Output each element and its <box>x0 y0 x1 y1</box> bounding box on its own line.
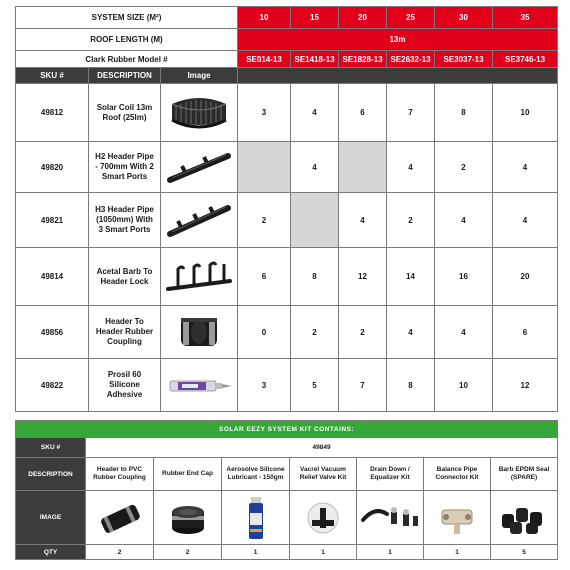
table-row <box>16 84 558 142</box>
quantity-cell: 8 <box>291 248 339 306</box>
barb-lock-icon <box>164 255 234 299</box>
quantity-cell <box>238 142 291 193</box>
system-size-cell: 20 <box>339 7 387 29</box>
system-size-cell: 35 <box>493 7 558 29</box>
quantity-cell: 10 <box>435 359 493 412</box>
header-pipe-3-icon <box>164 198 234 242</box>
description-cell: Header To Header Rubber Coupling <box>89 306 161 359</box>
kit-item-name: Balance Pipe Connector Kit <box>424 458 491 491</box>
kit-item-name: Barb EPDM Seal (SPARE) <box>491 458 558 491</box>
model-cell: SE2632-13 <box>387 51 435 68</box>
kit-item-name: Aerosolve Silicone Lubricant - 150gm <box>222 458 290 491</box>
sku-cell: 49814 <box>16 248 89 306</box>
kit-title: SOLAR EEZY SYSTEM KIT CONTAINS: <box>16 421 558 438</box>
model-cell: SE1828-13 <box>339 51 387 68</box>
image-header: Image <box>161 68 238 84</box>
system-size-cell: 10 <box>238 7 291 29</box>
kit-item-qty: 1 <box>424 545 491 560</box>
end-cap-icon <box>166 498 210 538</box>
kit-contents-table <box>15 420 558 560</box>
solar-coil-icon <box>166 90 232 136</box>
quantity-cell: 5 <box>291 359 339 412</box>
sku-header: SKU # <box>16 68 89 84</box>
model-cell: SE014-13 <box>238 51 291 68</box>
model-cell: SE1418-13 <box>291 51 339 68</box>
quantity-cell: 2 <box>387 193 435 248</box>
system-size-label: SYSTEM SIZE (M²) <box>16 7 238 29</box>
header-pipe-2-icon <box>164 146 234 188</box>
epdm-seal-icon <box>496 498 552 538</box>
kit-item-name: Header to PVC Rubber Coupling <box>86 458 154 491</box>
drain-kit-icon <box>359 498 421 538</box>
quantity-cell: 4 <box>493 142 558 193</box>
table-row <box>16 142 558 193</box>
kit-item-name: Drain Down / Equalizer Kit <box>357 458 424 491</box>
kit-item-qty: 1 <box>222 545 290 560</box>
kit-item-name: Rubber End Cap <box>154 458 222 491</box>
quantity-cell: 2 <box>339 306 387 359</box>
kit-item-qty: 5 <box>491 545 558 560</box>
quantity-cell: 4 <box>435 306 493 359</box>
quantity-cell <box>339 142 387 193</box>
roof-length-value: 13m <box>238 29 558 51</box>
silicone-tube-icon <box>164 365 234 405</box>
kit-sku-value: 49849 <box>86 438 558 458</box>
quantity-cell: 12 <box>493 359 558 412</box>
quantity-cell: 4 <box>291 84 339 142</box>
quantity-cell <box>291 193 339 248</box>
system-size-table <box>15 6 558 412</box>
model-label: Clark Rubber Model # <box>16 51 238 68</box>
quantity-cell: 4 <box>493 193 558 248</box>
kit-item-name: Vacrel Vacuum Relief Valve Kit <box>290 458 357 491</box>
table-row <box>16 248 558 306</box>
quantity-cell: 4 <box>291 142 339 193</box>
description-cell: Acetal Barb To Header Lock <box>89 248 161 306</box>
kit-image-label: IMAGE <box>16 491 86 545</box>
quantity-cell: 4 <box>387 306 435 359</box>
quantity-cell: 4 <box>387 142 435 193</box>
kit-sku-label: SKU # <box>16 438 86 458</box>
sku-cell: 49856 <box>16 306 89 359</box>
quantity-cell: 7 <box>339 359 387 412</box>
sku-cell: 49822 <box>16 359 89 412</box>
sku-cell: 49812 <box>16 84 89 142</box>
quantity-cell: 20 <box>493 248 558 306</box>
quantity-cell: 7 <box>387 84 435 142</box>
table-row <box>16 306 558 359</box>
model-cell: SE3746-13 <box>493 51 558 68</box>
quantity-cell: 12 <box>339 248 387 306</box>
quantity-cell: 0 <box>238 306 291 359</box>
system-size-cell: 15 <box>291 7 339 29</box>
quantity-cell: 2 <box>291 306 339 359</box>
pvc-coupling-icon <box>95 498 145 538</box>
lubricant-can-icon <box>241 495 271 541</box>
description-cell: H2 Header Pipe - 700mm With 2 Smart Ports <box>89 142 161 193</box>
description-cell: H3 Header Pipe (1050mm) With 3 Smart Ports <box>89 193 161 248</box>
description-cell: Prosil 60 Silicone Adhesive <box>89 359 161 412</box>
kit-item-qty: 2 <box>154 545 222 560</box>
quantity-cell: 2 <box>435 142 493 193</box>
sku-cell: 49821 <box>16 193 89 248</box>
description-header: DESCRIPTION <box>89 68 161 84</box>
kit-item-qty: 2 <box>86 545 154 560</box>
sku-cell: 49820 <box>16 142 89 193</box>
quantity-cell: 8 <box>435 84 493 142</box>
balance-connector-icon <box>432 498 482 538</box>
roof-length-label: ROOF LENGTH (M) <box>16 29 238 51</box>
quantity-cell: 6 <box>493 306 558 359</box>
quantity-cell: 3 <box>238 84 291 142</box>
quantity-cell: 3 <box>238 359 291 412</box>
quantity-cell: 4 <box>435 193 493 248</box>
kit-description-label: DESCRIPTION <box>16 458 86 491</box>
rubber-coupling-icon <box>169 310 229 354</box>
system-size-cell: 30 <box>435 7 493 29</box>
table-row <box>16 193 558 248</box>
quantity-cell: 8 <box>387 359 435 412</box>
header-spacer <box>238 68 558 84</box>
system-size-cell: 25 <box>387 7 435 29</box>
kit-item-qty: 1 <box>290 545 357 560</box>
quantity-cell: 6 <box>238 248 291 306</box>
quantity-cell: 10 <box>493 84 558 142</box>
quantity-cell: 16 <box>435 248 493 306</box>
description-cell: Solar Coil 13m Roof (25lm) <box>89 84 161 142</box>
quantity-cell: 14 <box>387 248 435 306</box>
quantity-cell: 2 <box>238 193 291 248</box>
model-cell: SE3037-13 <box>435 51 493 68</box>
table-row <box>16 359 558 412</box>
quantity-cell: 4 <box>339 193 387 248</box>
quantity-cell: 6 <box>339 84 387 142</box>
kit-qty-label: QTY <box>16 545 86 560</box>
relief-valve-icon <box>298 498 348 538</box>
kit-item-qty: 1 <box>357 545 424 560</box>
